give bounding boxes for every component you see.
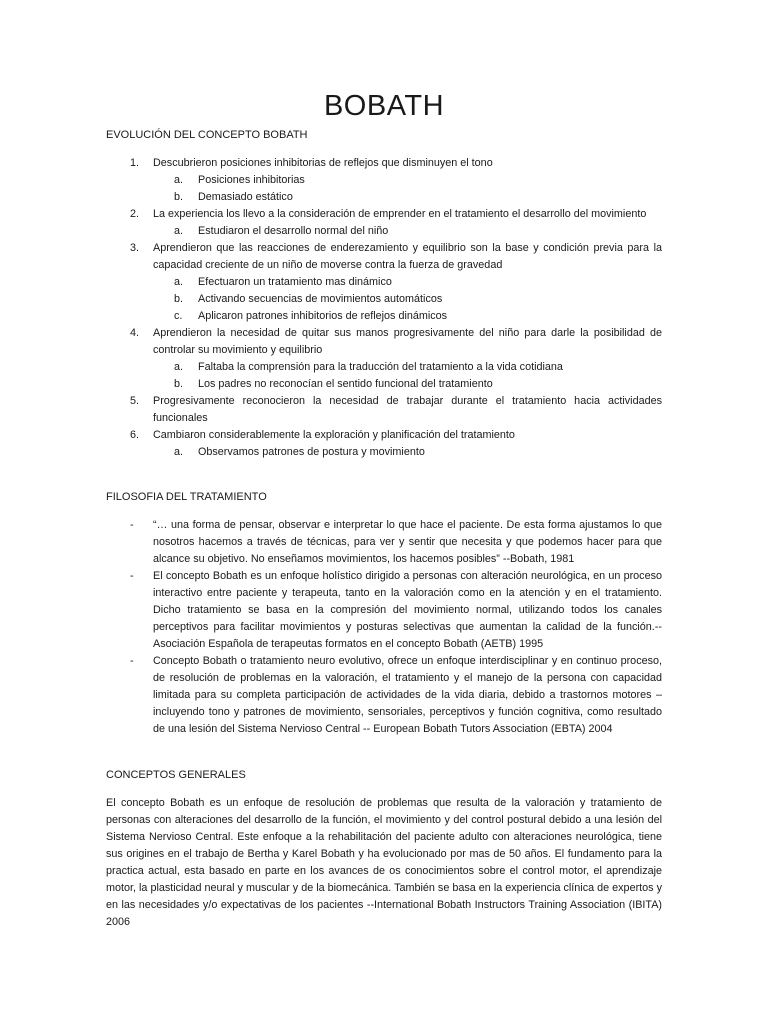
sub-list-marker: a.: [174, 225, 184, 237]
list-marker: 1.: [130, 157, 140, 169]
document-title: BOBATH: [323, 90, 445, 122]
sub-list-item: [106, 359, 662, 376]
list-item-text: Cambiaron considerablemente la exploración y planificación del tratamiento: [153, 429, 515, 441]
sub-list-item-text: Activando secuencias de movimientos automáticos: [198, 293, 443, 305]
sub-list-item-text: Posiciones inhibitorias: [198, 174, 305, 186]
list-item: [106, 427, 662, 444]
sub-list-marker: c.: [174, 310, 183, 322]
bullet-item-text: Concepto Bobath o tratamiento neuro evolutivo, ofrece un enfoque interdisciplinar y en continuo proceso, de resolución de problemas en la valoración, el tratamiento y el manejo de la persona con capacidad limitada para su completa participación de actividades de la vida diaria, debido a trastornos motores – incluyendo tono y patrones de movimiento, sensoriales, perceptivos y función cognitiva, como resultado de una lesión del Sistema Nervioso Central -- European Bobath Tutors Association (EBTA) 2004: [153, 655, 662, 735]
list-item: [106, 206, 662, 223]
sub-list-marker: b.: [174, 191, 184, 203]
sub-list-item-text: Efectuaron un tratamiento mas dinámico: [198, 276, 392, 288]
sub-list-item: [106, 444, 662, 461]
list-item-text: Aprendieron que las reacciones de enderezamiento y equilibrio son la base y condición previa para la capacidad creciente de un niño de moverse contra la fuerza de gravedad: [153, 242, 662, 271]
section-heading-filosofia: FILOSOFIA DEL TRATAMIENTO: [106, 491, 267, 503]
list-marker: 3.: [130, 242, 140, 254]
sub-list-item: [106, 189, 662, 206]
sub-list-marker: b.: [174, 378, 184, 390]
bullet-marker: -: [130, 655, 134, 667]
bullet-item: [106, 517, 662, 568]
sub-list-item: [106, 308, 662, 325]
bullet-marker: -: [130, 570, 134, 582]
sub-list-marker: a.: [174, 361, 184, 373]
list-item: [106, 325, 662, 359]
sub-list-item: [106, 274, 662, 291]
sub-list-marker: a.: [174, 446, 184, 458]
list-marker: 2.: [130, 208, 140, 220]
sub-list-item-text: Faltaba la comprensión para la traducción del tratamiento a la vida cotidiana: [198, 361, 563, 373]
bullet-item: [106, 653, 662, 738]
list-item-text: Descubrieron posiciones inhibitorias de reflejos que disminuyen el tono: [153, 157, 493, 169]
section-heading-conceptos: CONCEPTOS GENERALES: [106, 769, 246, 781]
sub-list-item: [106, 291, 662, 308]
conceptos-paragraph: El concepto Bobath es un enfoque de resolución de problemas que resulta de la valoración y tratamiento de personas con alteraciones del desarrollo de la función, el movimiento y del control postural debido a una lesión del Sistema Nervioso Central. Este enfoque a la rehabilitación del paciente adulto con alteraciones neurológica, tiene sus origines en el trabajo de Bertha y Karel Bobath y ha evolucionado por mas de 50 años. El fundamento para la practica actual, esta basado en parte en los avances de os conocimientos sobre el control motor, el aprendizaje motor, la plasticidad neural y muscular y de la biomecánica. También se basa en la experiencia clínica de expertos y en las necesidades y/o expectativas de los pacientes --International Bobath Instructors Training Association (IBITA) 2006: [106, 797, 662, 928]
sub-list-marker: a.: [174, 276, 184, 288]
list-item: [106, 393, 662, 427]
sub-list-item: [106, 172, 662, 189]
list-marker: 5.: [130, 395, 140, 407]
bullet-item-text: “… una forma de pensar, observar e interpretar lo que hace el paciente. De esta forma ajustamos lo que nosotros hacemos a través de técnicas, para ver y sentir que necesita y que podemos hacer para que alcance su objetivo. No enseñamos movimientos, los hacemos posibles” --Bobath, 1981: [153, 519, 662, 565]
evolucion-list: [106, 155, 662, 461]
sub-list-marker: a.: [174, 174, 184, 186]
list-item: [106, 240, 662, 274]
list-item: [106, 155, 662, 172]
list-item-text: La experiencia los llevo a la consideración de emprender en el tratamiento el desarrollo del movimiento: [153, 208, 647, 220]
bullet-item: [106, 568, 662, 653]
sub-list-item-text: Estudiaron el desarrollo normal del niño: [198, 225, 389, 237]
sub-list-item-text: Los padres no reconocían el sentido funcional del tratamiento: [198, 378, 493, 390]
sub-list-item: [106, 376, 662, 393]
list-item-text: Progresivamente reconocieron la necesidad de trabajar durante el tratamiento hacia actividades funcionales: [153, 395, 662, 424]
bullet-marker: -: [130, 519, 134, 531]
list-item-text: Aprendieron la necesidad de quitar sus manos progresivamente del niño para darle la posibilidad de controlar su movimiento y equilibrio: [153, 327, 662, 356]
list-marker: 6.: [130, 429, 140, 441]
filosofia-list: [106, 517, 662, 738]
list-marker: 4.: [130, 327, 140, 339]
sub-list-item: [106, 223, 662, 240]
sub-list-item-text: Observamos patrones de postura y movimiento: [198, 446, 425, 458]
sub-list-item-text: Demasiado estático: [198, 191, 293, 203]
sub-list-item-text: Aplicaron patrones inhibitorios de reflejos dinámicos: [198, 310, 448, 322]
sub-list-marker: b.: [174, 293, 184, 305]
section-heading-evolucion: EVOLUCIÓN DEL CONCEPTO BOBATH: [106, 129, 308, 141]
bullet-item-text: El concepto Bobath es un enfoque holístico dirigido a personas con alteración neurológica, en un proceso interactivo entre paciente y terapeuta, tanto en la valoración como en la atención y en el tratamiento. Dicho tratamiento se basa en la compresión del movimiento normal, utilizando todos los canales perceptivos para facilitar movimientos y posturas selectivas que aumentan la calidad de la función.--Asociación Española de terapeutas formatos en el concepto Bobath (AETB) 1995: [153, 570, 662, 650]
